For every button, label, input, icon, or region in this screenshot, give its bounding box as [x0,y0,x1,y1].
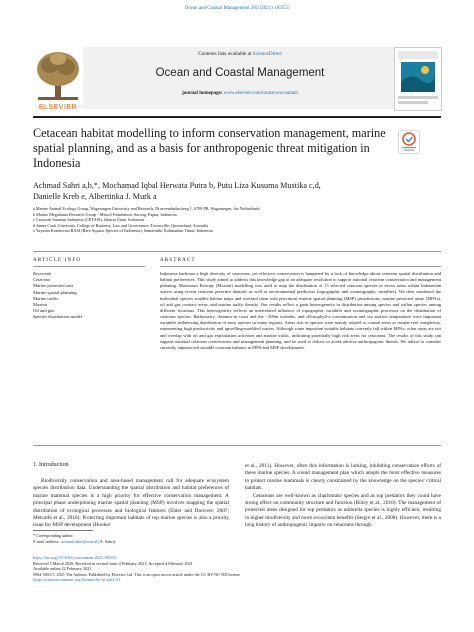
abstract-text: Indonesia harbours a high diversity of cetaceans, yet effective conservation is hampered by a lack of knowledge about cetacean spatial distribution and habitat preferences. This study aimed to address this knowledge gap at an adequate resolution to support national cetacean conservation and management planning. Maximum Entropy (Maxent) modelling was used to map the distribution of 15 selected cetacean species in seven areas within Indonesian waters using recent cetacean presence datasets as well as environmental predictors (topographic and oceanographic variables). We then combined the individual species suitable habitat maps and overlaid them with provincial marine spatial planning (MSP) jurisdictions, marine protected areas (MPAs), oil and gas contract areas, and marine traffic density. Our results reflect a great heterogeneity in distribution among species and within species among different locations. This heterogeneity reflects an interrelated influence of topographic variables and oceanographic processes on the distribution of cetacean species. Bathymetry, distance-to-coast and the −200m isobaths, and chlorophyll-a concentration and sea surface temperature were important variables influencing distribution of most species in many regions. Areas rich in species were mainly related to coastal areas or insular-reef complexity, representing high productivity and upwelling-modified waters. Although some important suitable habitats currently fall within MPAs, other areas are not and overlap with oil and gas exploitation activities and marine traffic, indicating potentially high risk areas for cetaceans. The results of this study can support national cetacean conservation and management planning, and be used to reduce or avoid adverse anthropogenic threats. We advise to consider currently unprotected suitable cetacean habitats in MPA and MSP development. [160,271,441,350]
homepage-link[interactable]: www.elsevier.com/locate/ocecoaman [223,91,298,96]
homepage-line [90,91,390,96]
journal-title: Ocean and Coastal Management [155,67,325,79]
keyword-item: Maxent [33,302,48,308]
article-info-heading: ARTICLE INFO [33,258,82,263]
intro-paragraph: et al., 2011). However, often this information is lacking, inhibiting conservation efforts of these marine species. A sound management plan which adopts the most effective measures to protect marine mammals is clearly constrained by the knowledge on the species' critical habitats. [245,463,441,492]
section-rule [33,251,441,252]
article-info-rule [33,266,145,267]
abstract-bottom-rule [33,445,441,446]
received-dates: Received 5 March 2020; Received in revised form 4 February 2021; Accepted 4 February 2021 [33,560,193,566]
keyword-item: Marine traffic [33,295,59,301]
keyword-item: Marine protected area [33,283,74,289]
intro-right-column [245,463,441,530]
email-label: E-mail address: [33,538,61,544]
affiliation-d: d James Cook University, College of Business, Law and Governance, Townsville, Queensland, Australia [33,222,209,228]
corresponding-footnote [33,533,233,544]
header-rule [33,116,441,118]
doi-link[interactable]: https://doi.org/10.1016/j.ocecoaman.2021.105555 [33,555,117,560]
running-head[interactable]: Ocean and Coastal Management 205 (2021) 105555 [184,6,290,11]
authors-line-1: Achmad Sahri a,b,*, Mochamad Iqbal Herwata Putra b, Putu Liza Kusuma Mustika c,d, [33,181,321,190]
affiliation-e: e Yayasan Konservasi RASI (Rare Aquatic Species of Indonesia), Samarinda, Kalimantan Timur, Indonesia [33,228,213,234]
homepage-prefix: journal homepage: [182,91,224,96]
email-link[interactable]: achmad.sahri@wur.nl [60,538,98,544]
authors-line-2: Danielle Kreb e, Albertinka J. Murk a [33,192,157,201]
journal-cover-thumbnail[interactable] [394,47,442,111]
elsevier-tree-logo [33,47,83,105]
email-suffix: (A. Sahri). [97,538,117,544]
keyword-item: Marine spatial planning [33,289,77,295]
keywords-label: Keywords [33,271,52,276]
corresponding-author-note: * Corresponding author. [33,533,74,538]
intro-paragraph: Cetaceans are well-known as charismatic species and as top predators they could have strong effect on community structure and function (Roley et al., 2010). The management of protected areas designed for top predators as umbrella species is highly efficient, resulting in higher biodiversity and more ecosystem benefits (Sergio et al., 2008). However, there is a long history of anthropogenic impacts on cetaceans through [245,492,441,529]
affiliations [33,206,433,234]
contents-prefix: Contents lists available at [198,51,253,57]
intro-left-column: Biodiversity conservation and area-based management call for adequate ecosystem species distribution data. Understanding the spatial distribution and habitat preferences of marine mammal species is a high priority for effective conservation management. A principal phase underpinning marine spatial planning (MSP) involves mapping the spatial distribution of ecological processes and biological features (Ehler and Douvere, 2007; Metcalfe et al., 2018). Protecting important habitats of top marine species is also a priority issue for MSP development (Hooker [33,478,229,529]
sciencedirect-link[interactable]: ScienceDirect [252,51,282,57]
elsevier-wordmark: ELSEVIER [38,104,78,111]
section-heading-introduction: 1. Introduction [33,462,69,468]
keyword-item: Species distribution model [33,314,82,320]
affiliation-c: c Cetacean Sirenian Indonesia (CETASI), Jakarta Utara, Indonesia [33,217,145,223]
keyword-item: Cetacean [33,277,50,283]
affiliation-a: a Marine Animal Ecology Group, Wageningen University and Research, Droevendaalsesteeg 1, 6708 PB, Wageningen, the Netherlands [33,206,260,211]
keywords-block [33,271,145,321]
check-for-updates-icon[interactable] [398,130,420,154]
email-line [33,539,233,545]
affiliation-b: b Marine Megafauna Research Group - Misool Foundation, Sorong, Papua, Indonesia [33,211,177,217]
paper-title: Cetacean habitat modelling to inform conservation management, marine spatial planning, and as a basis for anthropogenic threat mitigation in Indonesia [33,126,386,170]
abstract-heading: ABSTRACT [160,258,196,263]
contents-line [90,51,390,57]
publication-info [33,555,441,583]
license-link[interactable]: (http://creativecommons.org/licenses/by-nc-nd/4.0/). [33,577,122,583]
keyword-item: Oil and gas [33,308,54,314]
available-online: Available online 22 February 2021 [33,566,92,572]
footnote-rule [33,530,93,531]
author-list [33,180,433,202]
abstract-rule [160,266,441,267]
copyright-line: 0964-5691/© 2021 The Authors. Published by Elsevier Ltd. This is an open access article under the CC BY-NC-ND license [33,571,241,577]
